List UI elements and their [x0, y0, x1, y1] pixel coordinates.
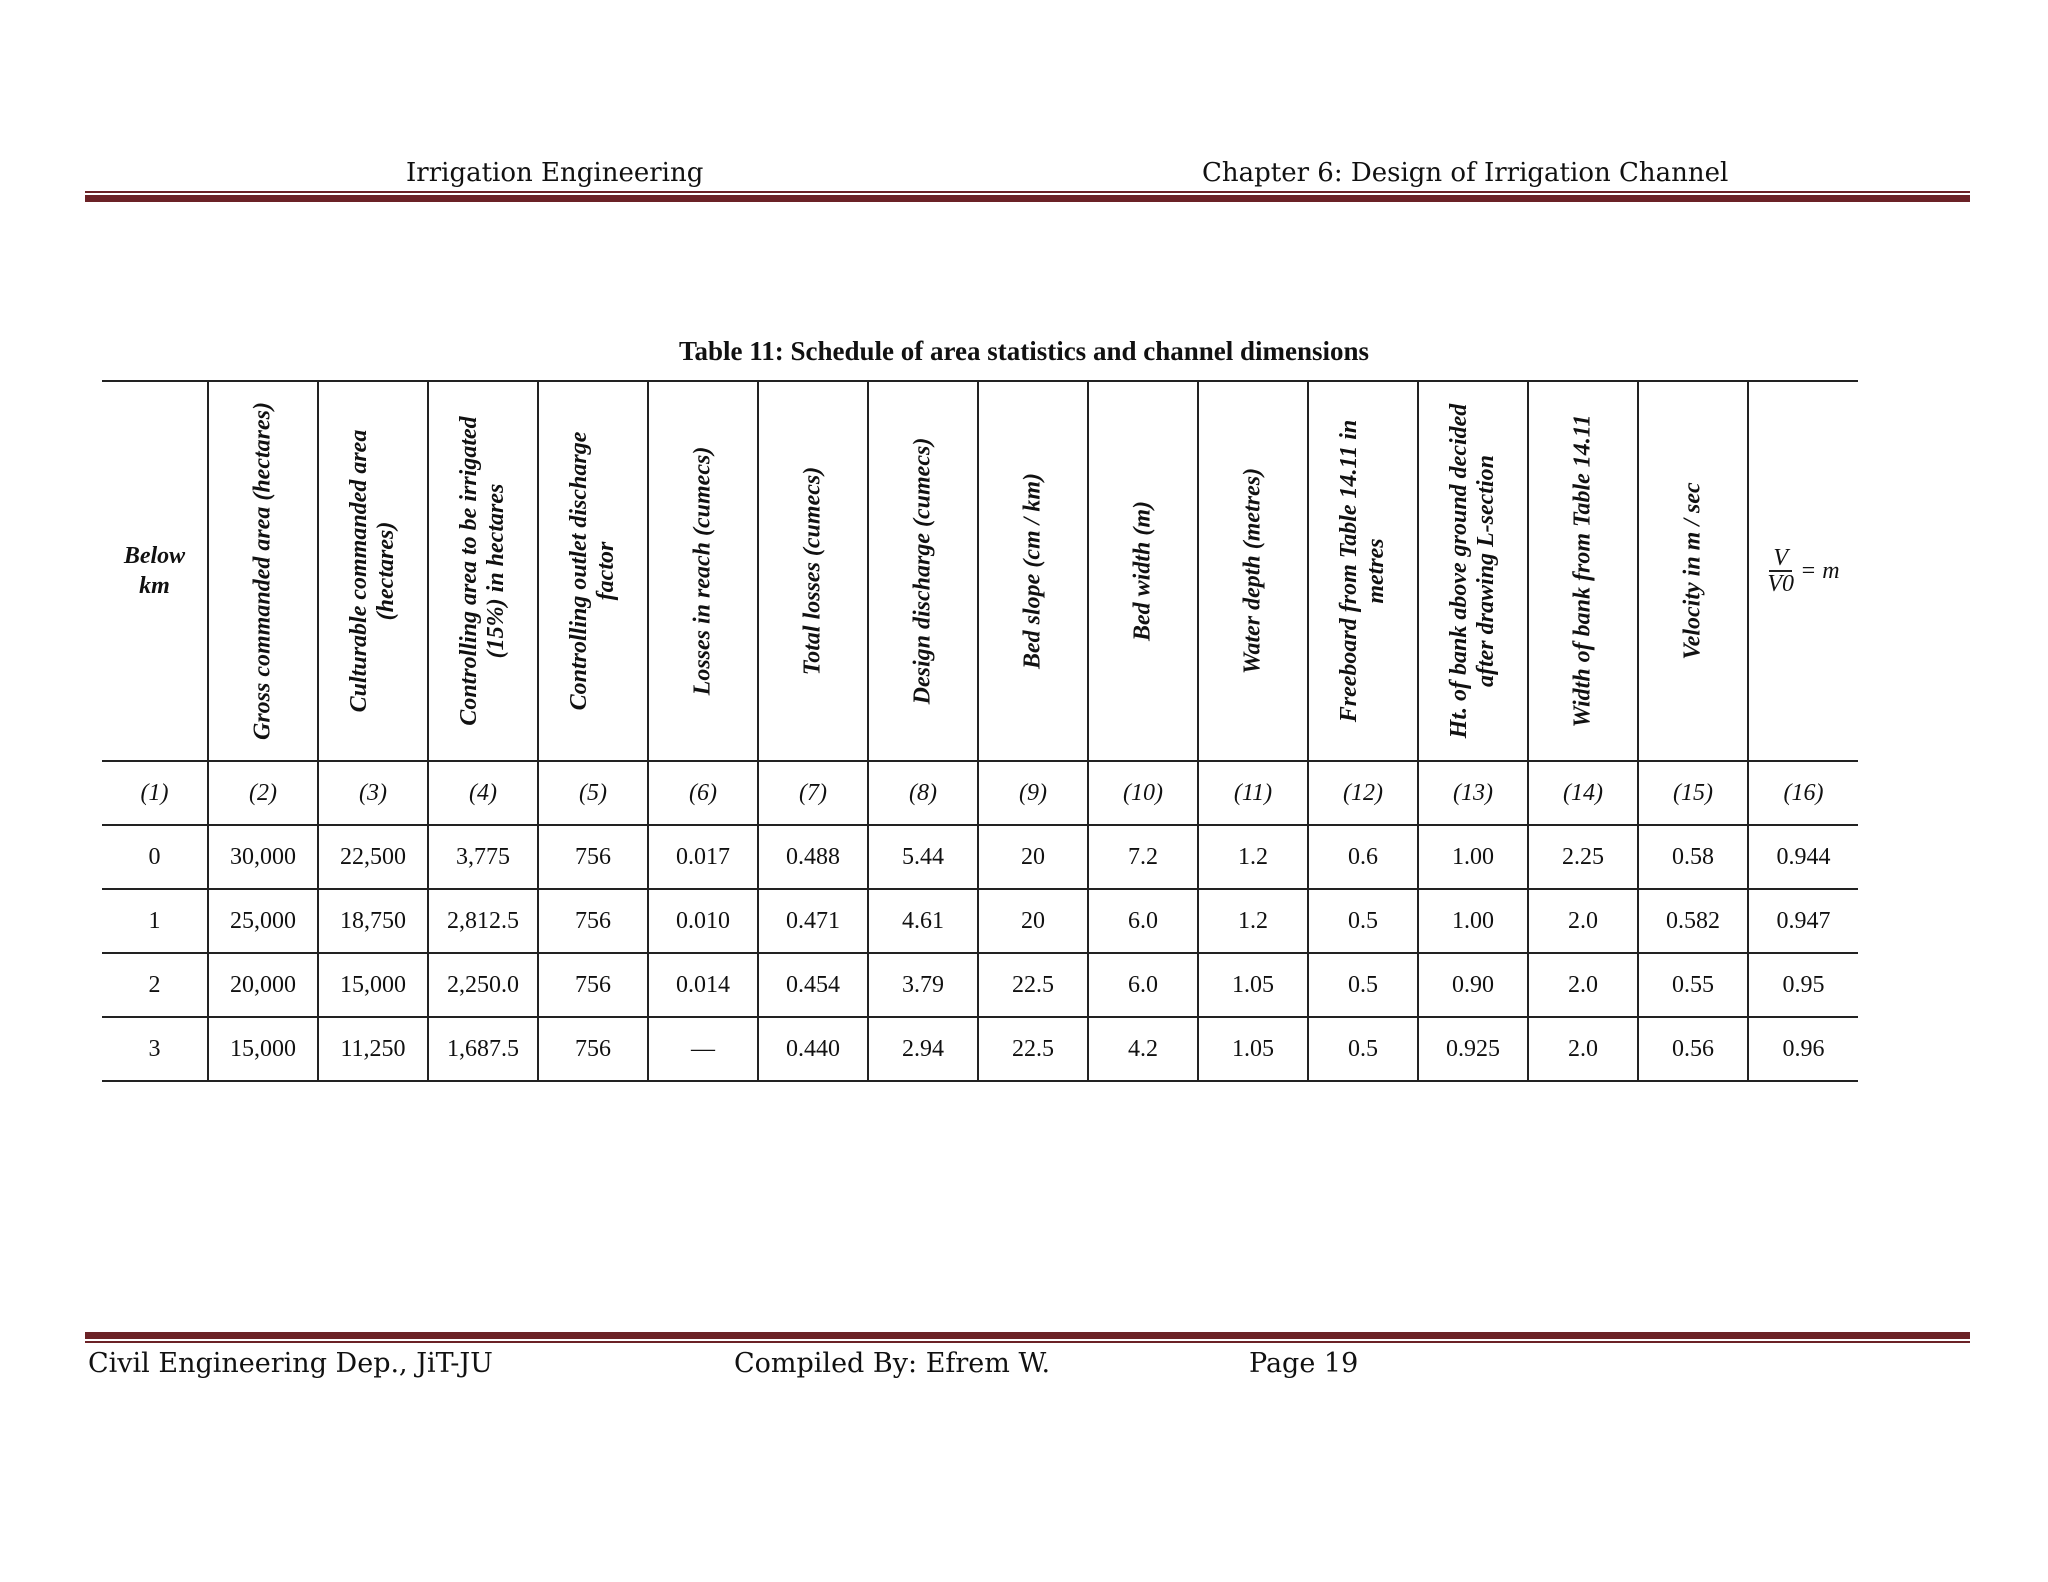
- column-number: (1): [102, 761, 208, 825]
- table-cell: 0.5: [1308, 889, 1418, 953]
- column-header-km: km: [139, 573, 170, 599]
- table-cell: 0.5: [1308, 1017, 1418, 1081]
- column-header-below: Below: [123, 543, 186, 569]
- column-number: (11): [1198, 761, 1308, 825]
- table-cell: 3.79: [868, 953, 978, 1017]
- footer-rule-thick: [85, 1332, 1970, 1339]
- footer-department: Civil Engineering Dep., JiT-JU: [88, 1348, 493, 1379]
- column-number: (4): [428, 761, 538, 825]
- table-cell: 0.010: [648, 889, 758, 953]
- table-cell: 0.471: [758, 889, 868, 953]
- column-header-label: Bed width (m): [1129, 501, 1156, 642]
- column-header: [1528, 381, 1638, 761]
- column-number: (13): [1418, 761, 1528, 825]
- ratio-denominator: V0: [1767, 571, 1795, 597]
- column-number: (10): [1088, 761, 1198, 825]
- table-cell: 0.90: [1418, 953, 1528, 1017]
- column-number: (12): [1308, 761, 1418, 825]
- table-cell: 11,250: [318, 1017, 428, 1081]
- table-cell: 18,750: [318, 889, 428, 953]
- table-cell: 0.488: [758, 825, 868, 889]
- table-cell: 3: [102, 1017, 208, 1081]
- table-cell: 0.96: [1748, 1017, 1858, 1081]
- table-cell: 22,500: [318, 825, 428, 889]
- table-row: [102, 1017, 1858, 1081]
- table-cell: 2.25: [1528, 825, 1638, 889]
- table-cell: 15,000: [208, 1017, 318, 1081]
- table-cell: 756: [538, 953, 648, 1017]
- table-cell: 1.00: [1418, 889, 1528, 953]
- footer-rule-thin: [85, 1341, 1970, 1343]
- column-header-label: Gross commanded area (hectares): [249, 402, 276, 740]
- table-cell: —: [648, 1017, 758, 1081]
- column-number: (7): [758, 761, 868, 825]
- table-cell: 1.05: [1198, 953, 1308, 1017]
- column-number: (3): [318, 761, 428, 825]
- footer-page-number: Page 19: [1249, 1348, 1359, 1379]
- column-header-label: Width of bank from Table 14.11: [1569, 414, 1596, 728]
- column-header-label: Total losses (cumecs): [799, 466, 826, 676]
- footer-compiled-by: Compiled By: Efrem W.: [734, 1348, 1051, 1379]
- table-cell: 756: [538, 825, 648, 889]
- column-header-ratio: [1748, 381, 1858, 761]
- table-row: [102, 889, 1858, 953]
- table-cell: 756: [538, 889, 648, 953]
- table-cell: 2.0: [1528, 1017, 1638, 1081]
- ratio-numerator: V: [1769, 546, 1792, 572]
- table-cell: 6.0: [1088, 889, 1198, 953]
- table-cell: 0.947: [1748, 889, 1858, 953]
- column-header: [428, 381, 538, 761]
- table-cell: 2.0: [1528, 953, 1638, 1017]
- column-header-label: Losses in reach (cumecs): [689, 446, 716, 696]
- column-header-label: Culturable commanded area (hectares): [346, 429, 399, 713]
- table-cell: 1.2: [1198, 889, 1308, 953]
- column-header: [758, 381, 868, 761]
- table-cell: 0.58: [1638, 825, 1748, 889]
- table-cell: 20: [978, 889, 1088, 953]
- column-header: [538, 381, 648, 761]
- table-cell: 0.440: [758, 1017, 868, 1081]
- table-cell: 4.2: [1088, 1017, 1198, 1081]
- table-cell: 0.5: [1308, 953, 1418, 1017]
- column-header: [1638, 381, 1748, 761]
- column-header: [318, 381, 428, 761]
- column-header: [978, 381, 1088, 761]
- table-cell: 1: [102, 889, 208, 953]
- column-header-label: Freeboard from Table 14.11 in metres: [1336, 419, 1389, 723]
- table-cell: 4.61: [868, 889, 978, 953]
- table-row: [102, 953, 1858, 1017]
- column-header: [1418, 381, 1528, 761]
- column-number-row: [102, 761, 1858, 825]
- table-cell: 0.454: [758, 953, 868, 1017]
- column-header-label: Water depth (metres): [1239, 467, 1266, 675]
- header-rule-thin: [85, 191, 1970, 193]
- table-cell: 20: [978, 825, 1088, 889]
- column-header-label: Controlling area to be irrigated (15%) in hectares: [456, 416, 509, 726]
- column-number: (16): [1748, 761, 1858, 825]
- header-rule-thick: [85, 195, 1970, 202]
- table-header-row: [102, 381, 1858, 761]
- table-cell: 22.5: [978, 953, 1088, 1017]
- table-title: Table 11: Schedule of area statistics and channel dimensions: [678, 336, 1370, 366]
- column-header: [1088, 381, 1198, 761]
- table-cell: 7.2: [1088, 825, 1198, 889]
- table-cell: 0.55: [1638, 953, 1748, 1017]
- column-header: [1308, 381, 1418, 761]
- table-cell: 0.017: [648, 825, 758, 889]
- column-header: [208, 381, 318, 761]
- table-cell: 0.014: [648, 953, 758, 1017]
- table-cell: 0.6: [1308, 825, 1418, 889]
- table-cell: 0.95: [1748, 953, 1858, 1017]
- table-cell: 15,000: [318, 953, 428, 1017]
- table-cell: 2,250.0: [428, 953, 538, 1017]
- column-header-below-km: [102, 381, 208, 761]
- column-header: [1198, 381, 1308, 761]
- table-cell: 756: [538, 1017, 648, 1081]
- table-cell: 0.944: [1748, 825, 1858, 889]
- table-cell: 2.0: [1528, 889, 1638, 953]
- table-cell: 0.56: [1638, 1017, 1748, 1081]
- header-course-title: Irrigation Engineering: [406, 158, 704, 188]
- table-cell: 0.925: [1418, 1017, 1528, 1081]
- table-cell: 1.05: [1198, 1017, 1308, 1081]
- column-header-label: Velocity in m / sec: [1679, 482, 1706, 660]
- column-header: [868, 381, 978, 761]
- column-number: (6): [648, 761, 758, 825]
- table-row: [102, 825, 1858, 889]
- header-chapter-title: Chapter 6: Design of Irrigation Channel: [1202, 158, 1729, 188]
- table-cell: 30,000: [208, 825, 318, 889]
- column-header-label: Ht. of bank above ground decided after drawing L-section: [1446, 403, 1499, 739]
- column-header-label: Bed slope (cm / km): [1019, 473, 1046, 669]
- column-header-label: Design discharge (cumecs): [909, 437, 936, 705]
- column-header: [648, 381, 758, 761]
- table-cell: 0.582: [1638, 889, 1748, 953]
- table-cell: 1.2: [1198, 825, 1308, 889]
- table-cell: 1,687.5: [428, 1017, 538, 1081]
- table-cell: 22.5: [978, 1017, 1088, 1081]
- schedule-table: [102, 380, 1858, 1082]
- table-cell: 0: [102, 825, 208, 889]
- table-cell: 3,775: [428, 825, 538, 889]
- column-number: (14): [1528, 761, 1638, 825]
- table-cell: 2.94: [868, 1017, 978, 1081]
- column-number: (15): [1638, 761, 1748, 825]
- table-cell: 5.44: [868, 825, 978, 889]
- column-number: (8): [868, 761, 978, 825]
- table-cell: 20,000: [208, 953, 318, 1017]
- column-number: (2): [208, 761, 318, 825]
- table-cell: 2: [102, 953, 208, 1017]
- column-header-label: Controlling outlet discharge factor: [566, 431, 619, 711]
- table-cell: 1.00: [1418, 825, 1528, 889]
- column-number: (9): [978, 761, 1088, 825]
- table-cell: 25,000: [208, 889, 318, 953]
- ratio-rhs: = m: [1800, 557, 1840, 584]
- column-number: (5): [538, 761, 648, 825]
- table-cell: 6.0: [1088, 953, 1198, 1017]
- table-cell: 2,812.5: [428, 889, 538, 953]
